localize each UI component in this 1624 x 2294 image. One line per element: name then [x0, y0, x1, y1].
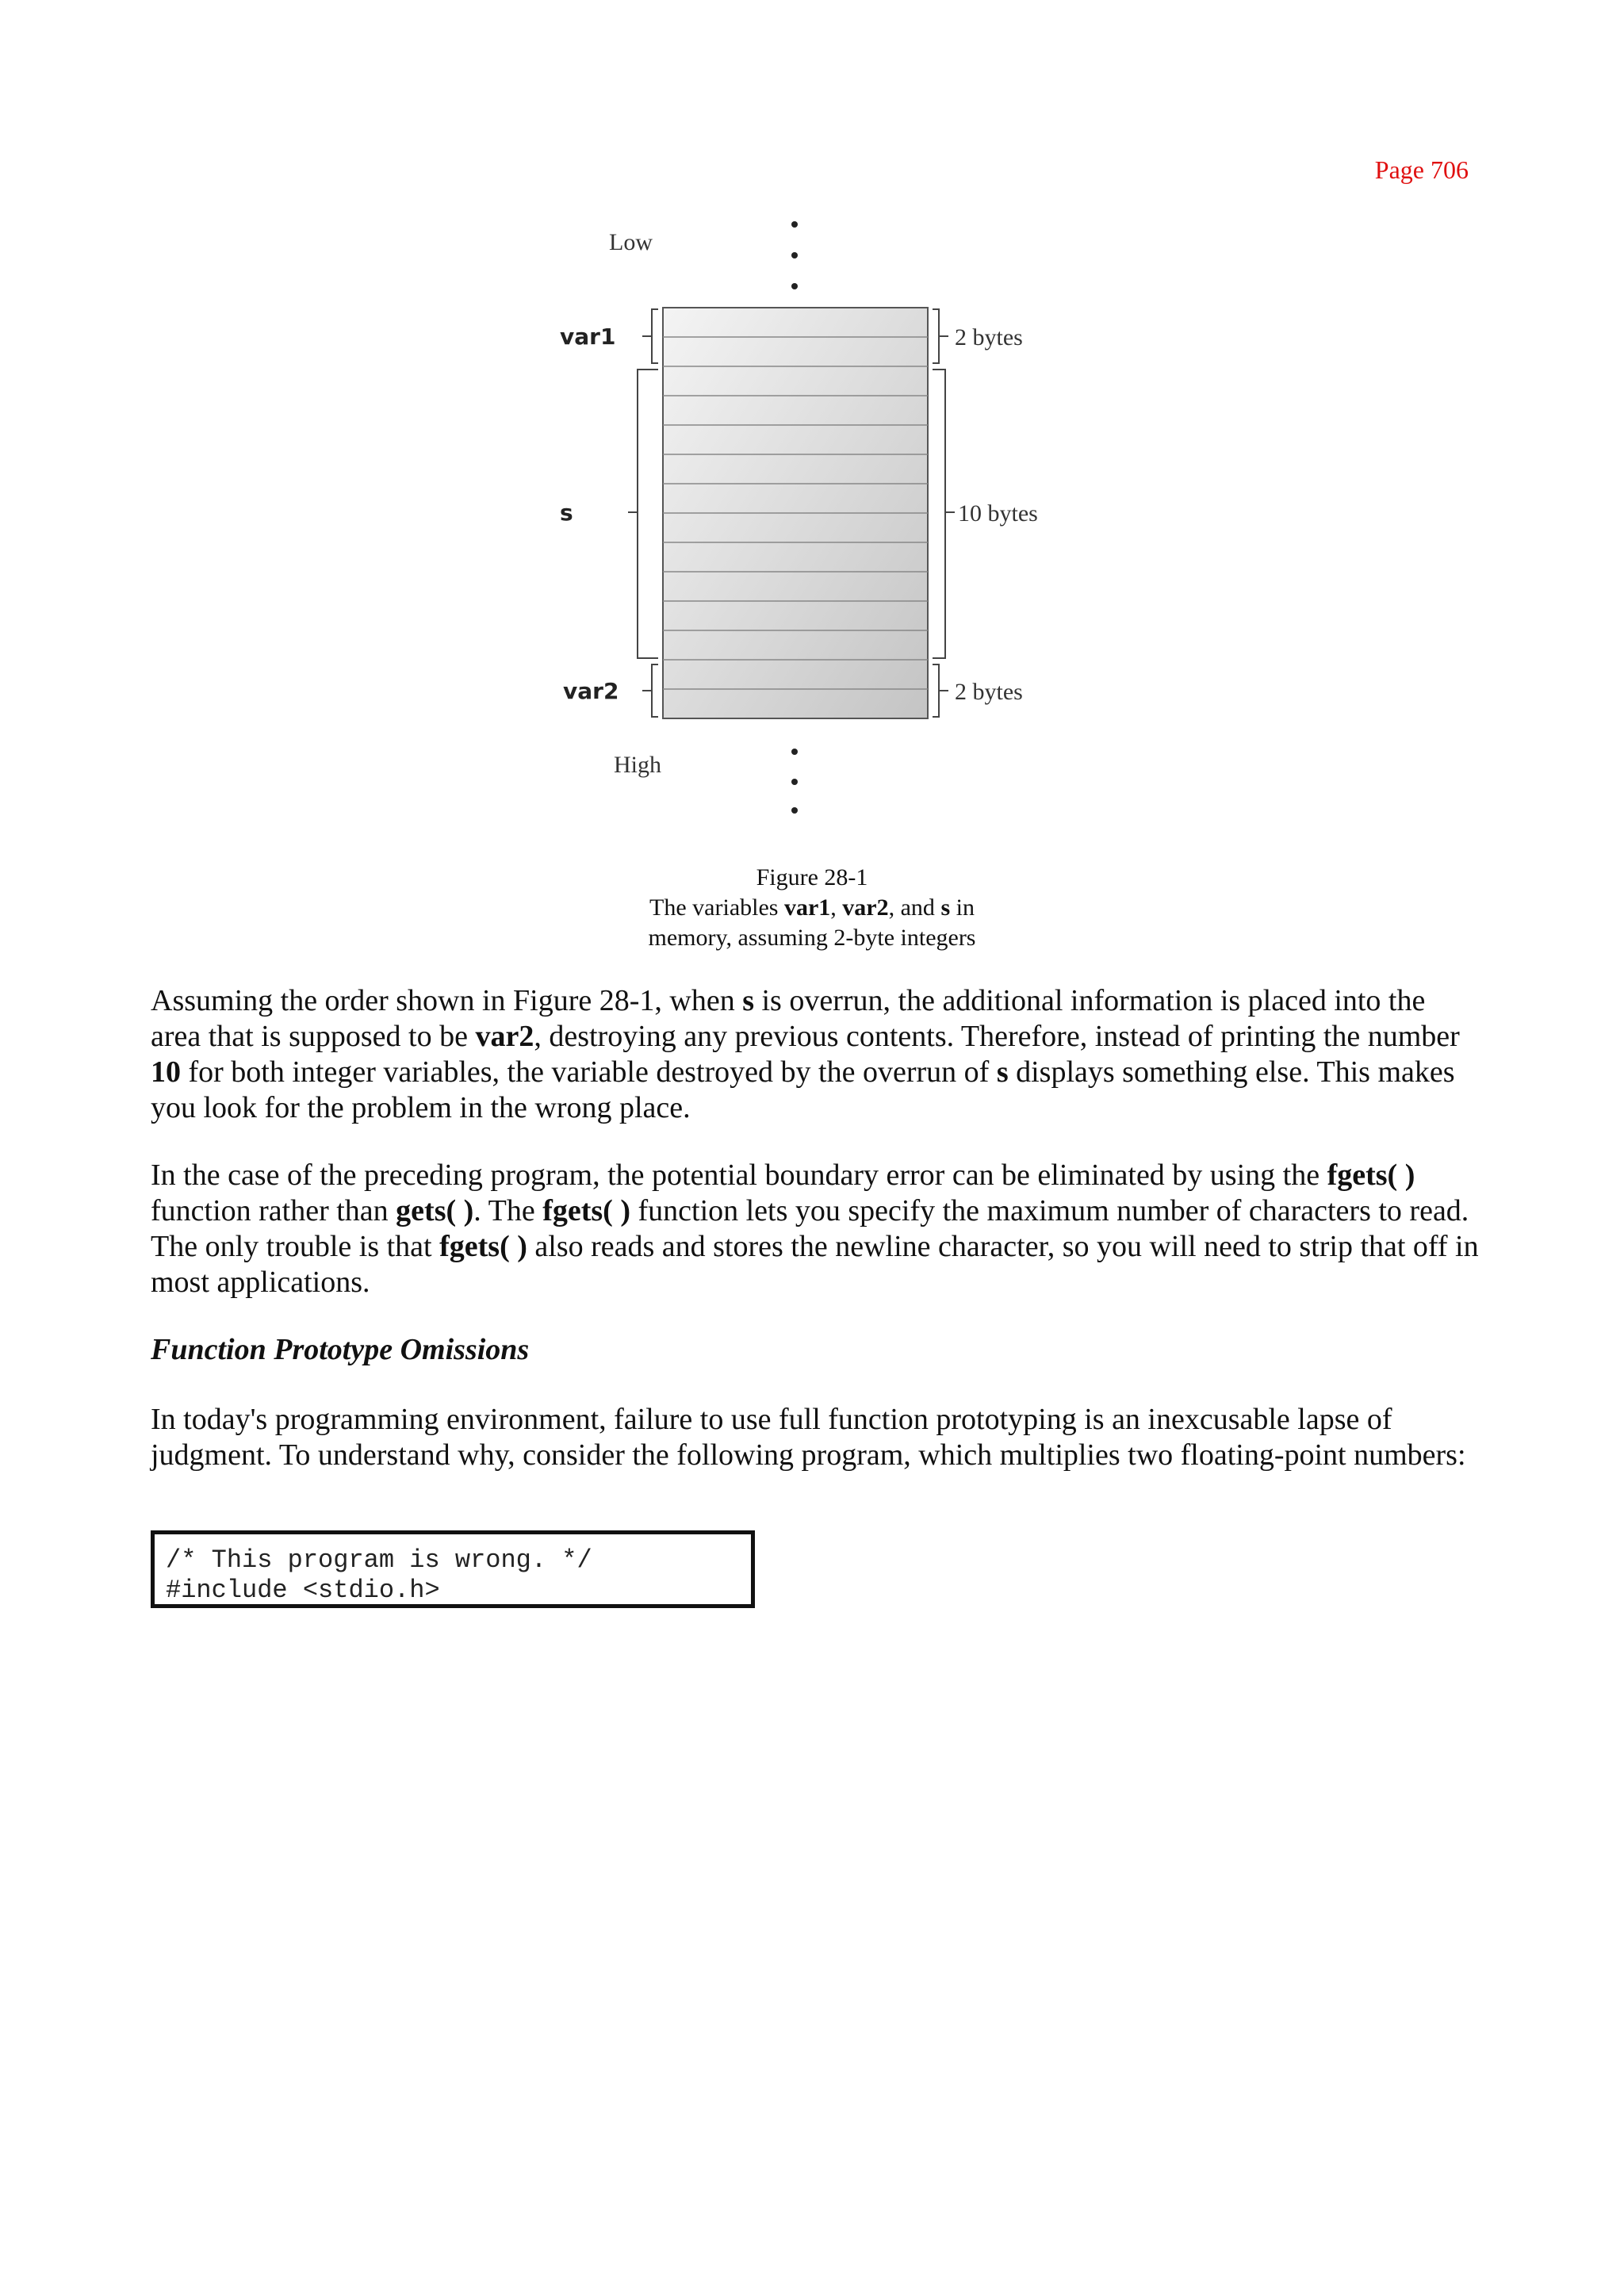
top-ellipsis-dots: [791, 221, 798, 289]
code-line-2: #include <stdio.h>: [166, 1576, 440, 1605]
s-size-label: 10 bytes: [958, 500, 1038, 527]
var2-label: var2: [563, 678, 619, 704]
caption-title: Figure 28-1: [756, 864, 868, 890]
bottom-ellipsis-dots: [791, 749, 798, 814]
page-number: Page 706: [1374, 155, 1469, 184]
var2-size-label: 2 bytes: [955, 679, 1023, 705]
low-label: Low: [609, 229, 653, 255]
figure-caption: [0, 863, 1624, 953]
caption-line-2: The variables var1, var2, and s in: [649, 894, 975, 921]
section-heading: Function Prototype Omissions: [151, 1333, 530, 1366]
paragraph-prototyping: In today's programming environment, failure to use full function prototyping is an inexcusable lapse of judgment. To understand why, consider the following program, which multiplies two floating-point numbers:: [151, 1403, 1466, 1472]
code-line-1: /* This program is wrong. */: [166, 1545, 592, 1575]
right-brackets: [933, 309, 955, 717]
paragraph-overrun-explanation: Assuming the order shown in Figure 28-1, when s is overrun, the additional information is placed into the area that is supposed to be var2, destroying any previous contents. Therefore, instead of printing the number 10 for both integer variables, the variable destroyed by the overrun of s displays something else. This makes you look for the problem in the wrong place.: [151, 984, 1460, 1124]
memory-layout-figure: [539, 214, 1094, 833]
caption-line-3: memory, assuming 2-byte integers: [648, 925, 976, 951]
s-label: s: [560, 500, 573, 526]
code-listing: [151, 1530, 755, 1608]
var1-size-label: 2 bytes: [955, 324, 1023, 350]
high-label: High: [614, 752, 661, 778]
var1-label: var1: [560, 324, 616, 350]
left-brackets: [628, 309, 658, 717]
paragraph-fgets-solution: In the case of the preceding program, the potential boundary error can be eliminated by using the fgets( ) function rather than gets( ). The fgets( ) function lets you specify the maximum number of characters to read. The only trouble is that fgets( ) also reads and stores the newline character, so you will need to strip that off in most applications.: [151, 1158, 1479, 1299]
